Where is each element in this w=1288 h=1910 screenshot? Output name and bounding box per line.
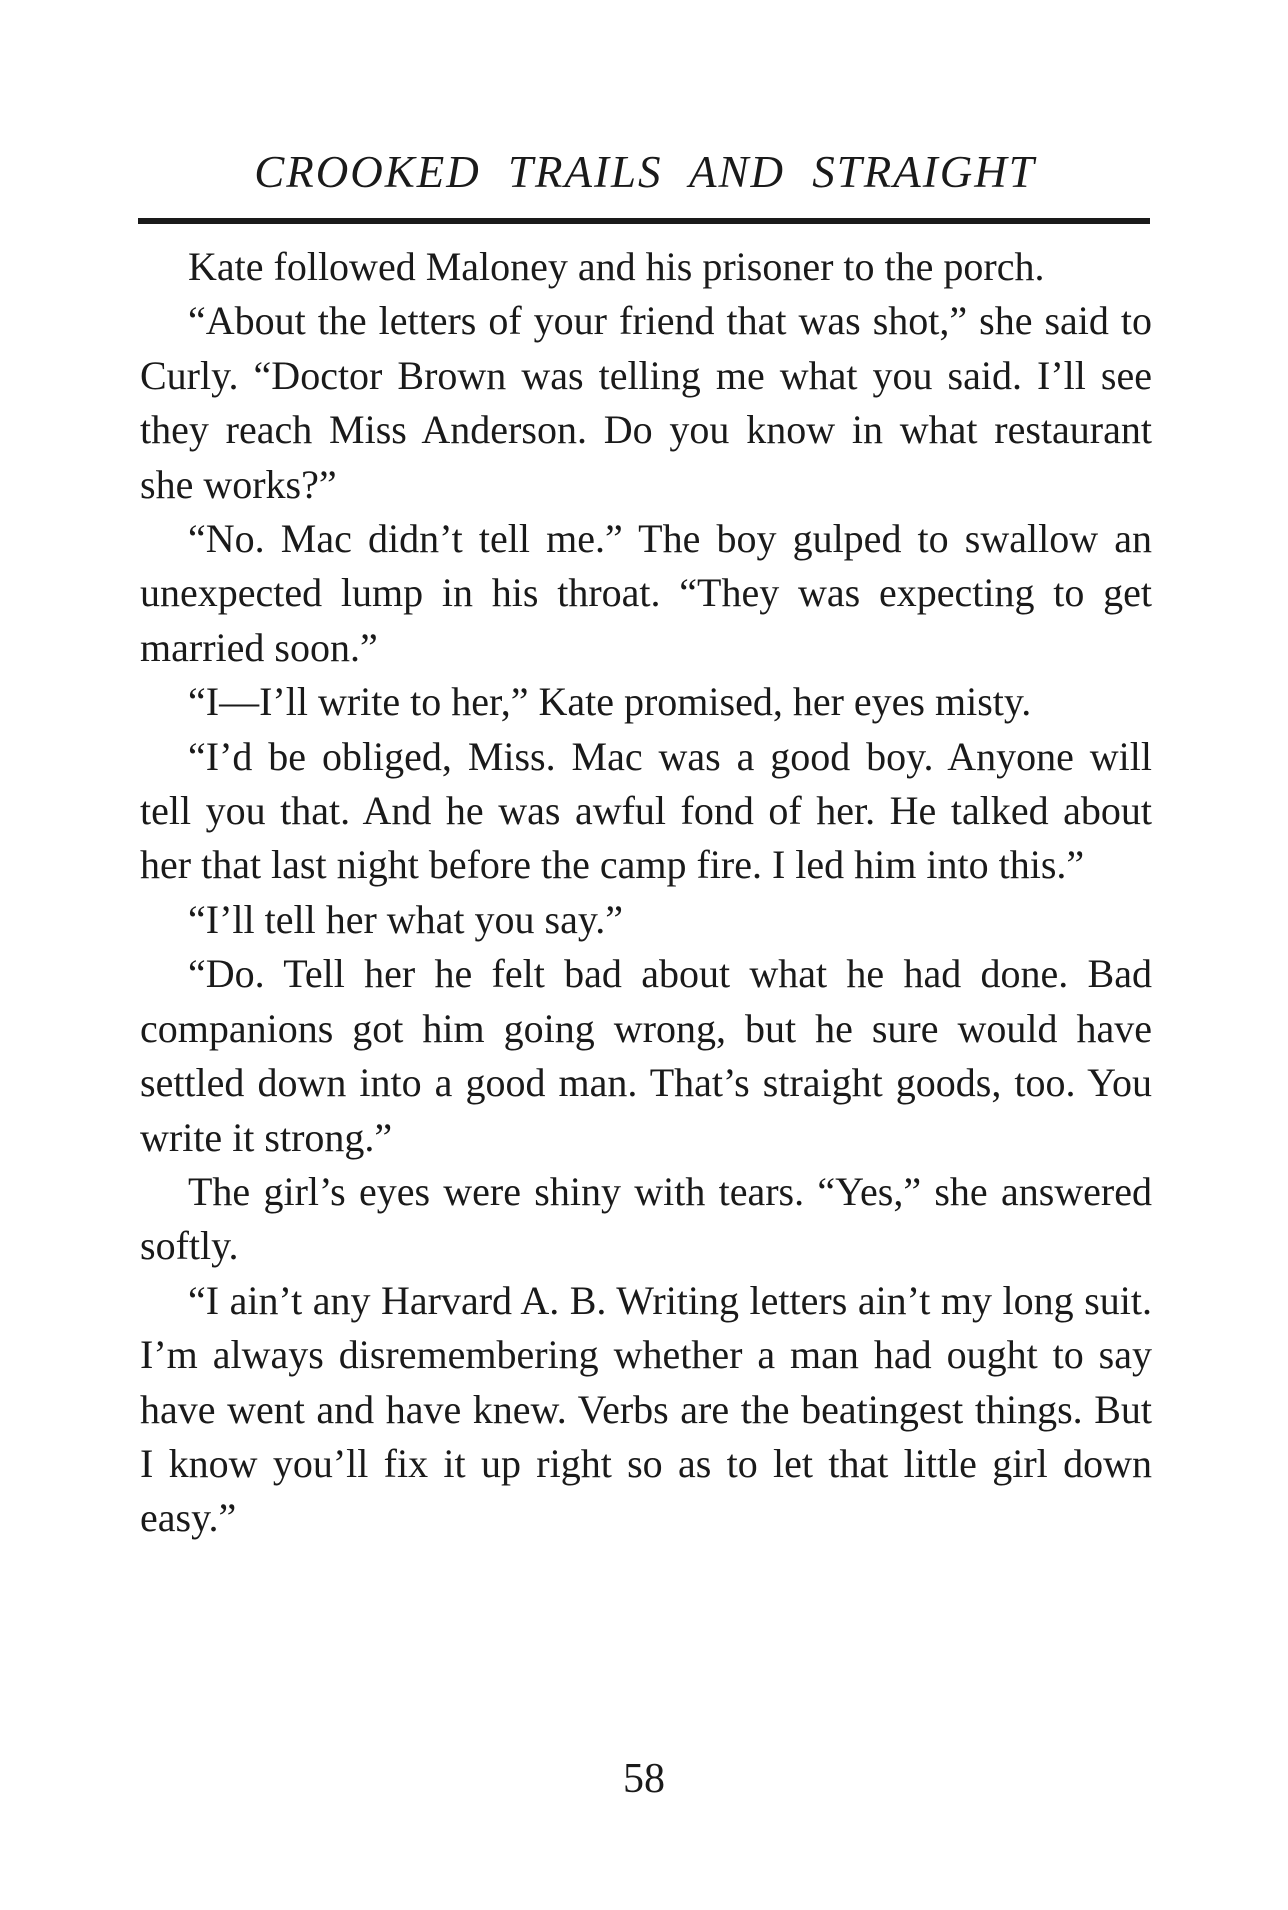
page-number: 58 — [623, 1756, 665, 1802]
paragraph: “I ain’t any Harvard A. B. Writing letters ain’t my long suit. I’m always disremembering whether a man had ought to say have went and have knew. Verbs are the beatingest things. But I know you’ll fix it up right so as to let that little girl down easy.” — [140, 1277, 1152, 1541]
paragraph: “Do. Tell her he felt bad about what he had done. Bad companions got him going wrong, but he sure would have settled down into a good man. That’s straight goods, too. You write it strong.” — [140, 951, 1152, 1160]
body-text — [140, 240, 1152, 1546]
paragraph: “About the letters of your friend that was shot,” she said to Curly. “Doctor Brown was telling me what you said. I’ll see they reach Miss Anderson. Do you know in what restaurant she works?” — [140, 298, 1152, 507]
paragraph: “I’d be obliged, Miss. Mac was a good boy. Anyone will tell you that. And he was awful fond of her. He talked about her that last night before the camp fire. I led him into this.” — [140, 733, 1152, 888]
paragraph: The girl’s eyes were shiny with tears. “Yes,” she answered softly. — [140, 1168, 1152, 1269]
header-rule — [138, 218, 1150, 224]
paragraph: Kate followed Maloney and his prisoner to the porch. — [188, 244, 1045, 289]
paragraph: “I’ll tell her what you say.” — [188, 896, 624, 942]
paragraph: “I—I’ll write to her,” Kate promised, her eyes misty. — [188, 679, 1032, 725]
paragraph: “No. Mac didn’t tell me.” The boy gulped to swallow an unexpected lump in his throat. “They was expecting to get married soon.” — [140, 516, 1152, 670]
running-head: CROOKED TRAILS AND STRAIGHT — [254, 147, 1036, 197]
